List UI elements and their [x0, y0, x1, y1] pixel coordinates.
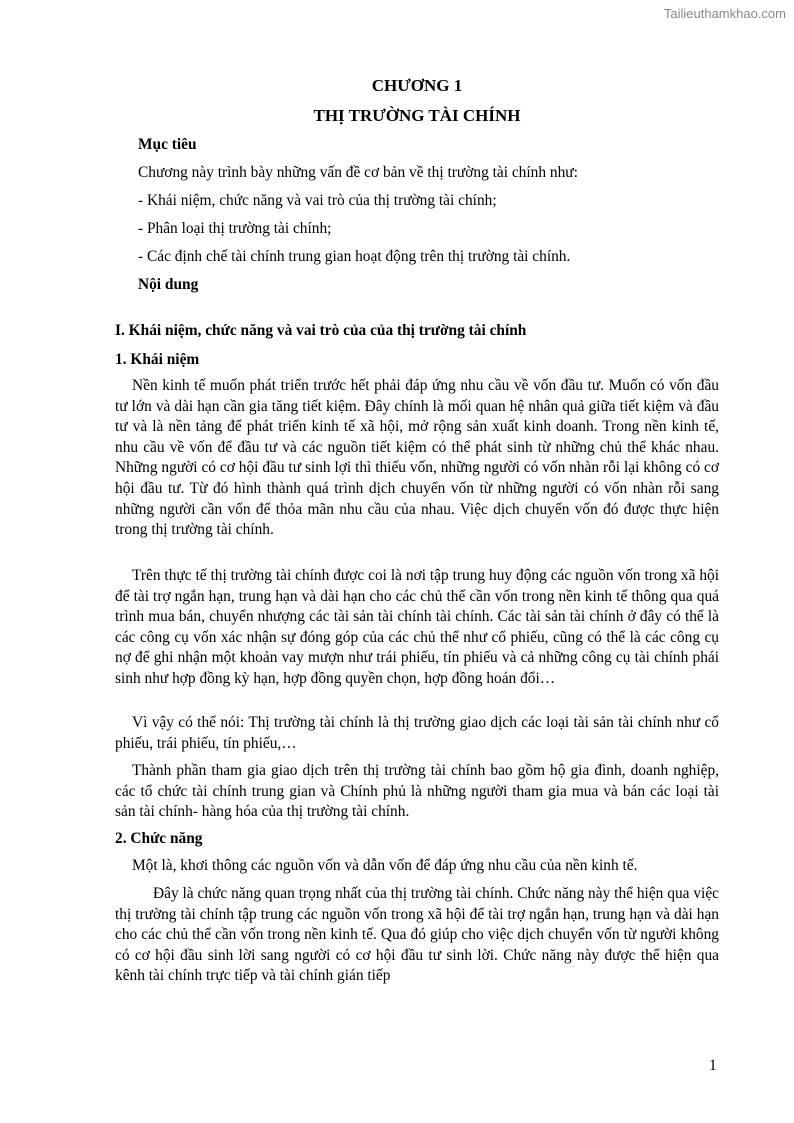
subsection-heading: 2. Chức năng — [115, 830, 203, 847]
subsection-heading: 1. Khái niệm — [115, 351, 200, 368]
objectives-intro: Chương này trình bày những vấn đề cơ bản về thị trường tài chính như: — [138, 164, 578, 181]
objective-item: - Phân loại thị trường tài chính; — [138, 220, 332, 237]
chapter-title: THỊ TRƯỜNG TÀI CHÍNH — [313, 106, 521, 125]
paragraph: Trên thực tế thị trường tài chính được coi là nơi tập trung huy động các nguồn vốn trong xã hội để tài trợ ngắn hạn, trung hạn và dài hạn cho các chủ thể cần vốn trong nền kinh tế thông qua quá trình mua bán, chuyển nhượng các tài sản tài chính tài chính. Các tài sản tài chính ở đây có thể là các công cụ vốn xác nhận sự đóng góp của các chủ thể như cổ phiếu, cũng có thể là các công cụ nợ để ghi nhận một khoản vay mượn như trái phiếu, tín phiếu và cả những công cụ tài chính phái sinh như hợp đồng kỳ hạn, hợp đồng quyền chọn, hợp đồng hoán đổi… — [115, 567, 719, 687]
objective-item: - Khái niệm, chức năng và vai trò của thị trường tài chính; — [138, 192, 497, 209]
watermark: Tailieuthamkhao.com — [663, 6, 786, 21]
section-heading: I. Khái niệm, chức năng và vai trò của của thị trường tài chính — [115, 322, 527, 339]
content-heading: Nội dung — [138, 276, 199, 293]
chapter-number: CHƯƠNG 1 — [371, 76, 463, 95]
paragraph: Một là, khơi thông các nguồn vốn và dẫn vốn để đáp ứng nhu cầu của nền kinh tế. — [132, 857, 638, 874]
objectives-heading: Mục tiêu — [138, 136, 197, 153]
page-number: 1 — [709, 1057, 717, 1074]
paragraph: Nền kinh tế muốn phát triển trước hết phải đáp ứng nhu cầu về vốn đầu tư. Muốn có vốn đầu tư lớn và dài hạn cần gia tăng tiết kiệm. Đây chính là mối quan hệ nhân quả giữa tiết kiệm và đầu tư và là nền tảng để phát triển kinh tế xã hội, mở rộng sản xuất kinh doanh. Trong nền kinh tế, nhu cầu về vốn để đầu tư và các nguồn tiết kiệm có thể phát sinh từ những chủ thể khác nhau. Những người có cơ hội đầu tư sinh lợi thì thiếu vốn, những người có vốn nhàn rỗi lại không có cơ hội đầu tư. Từ đó hình thành quá trình dịch chuyển vốn từ những người có vốn nhàn rỗi sang những người cần vốn để thỏa mãn nhu cầu của nhau. Việc dịch chuyển vốn đó được thực hiện trong thị trường tài chính. — [115, 377, 719, 539]
paragraph: Thành phần tham gia giao dịch trên thị trường tài chính bao gồm hộ gia đình, doanh nghiệp, các tổ chức tài chính trung gian và Chính phủ là những người tham gia mua và bán các loại tài sản tài chính- hàng hóa của thị trường tài chính. — [115, 762, 719, 821]
paragraph: Vì vậy có thể nói: Thị trường tài chính là thị trường giao dịch các loại tài sản tài chính như cổ phiếu, trái phiếu, tín phiếu,… — [115, 714, 719, 752]
paragraph: Đây là chức năng quan trọng nhất của thị trường tài chính. Chức năng này thể hiện qua việc thị trường tài chính tập trung các nguồn vốn trong xã hội để tài trợ ngắn hạn, trung hạn và dài hạn cho các chủ thể cần vốn trong nền kinh tế. Qua đó giúp cho việc dịch chuyển vốn từ người không có cơ hội đầu sinh lời sang người có cơ hội đầu tư sinh lời. Chức năng này được thể hiện qua kênh tài chính trực tiếp và tài chính gián tiếp — [115, 885, 719, 985]
objective-item: - Các định chế tài chính trung gian hoạt động trên thị trường tài chính. — [138, 248, 571, 265]
